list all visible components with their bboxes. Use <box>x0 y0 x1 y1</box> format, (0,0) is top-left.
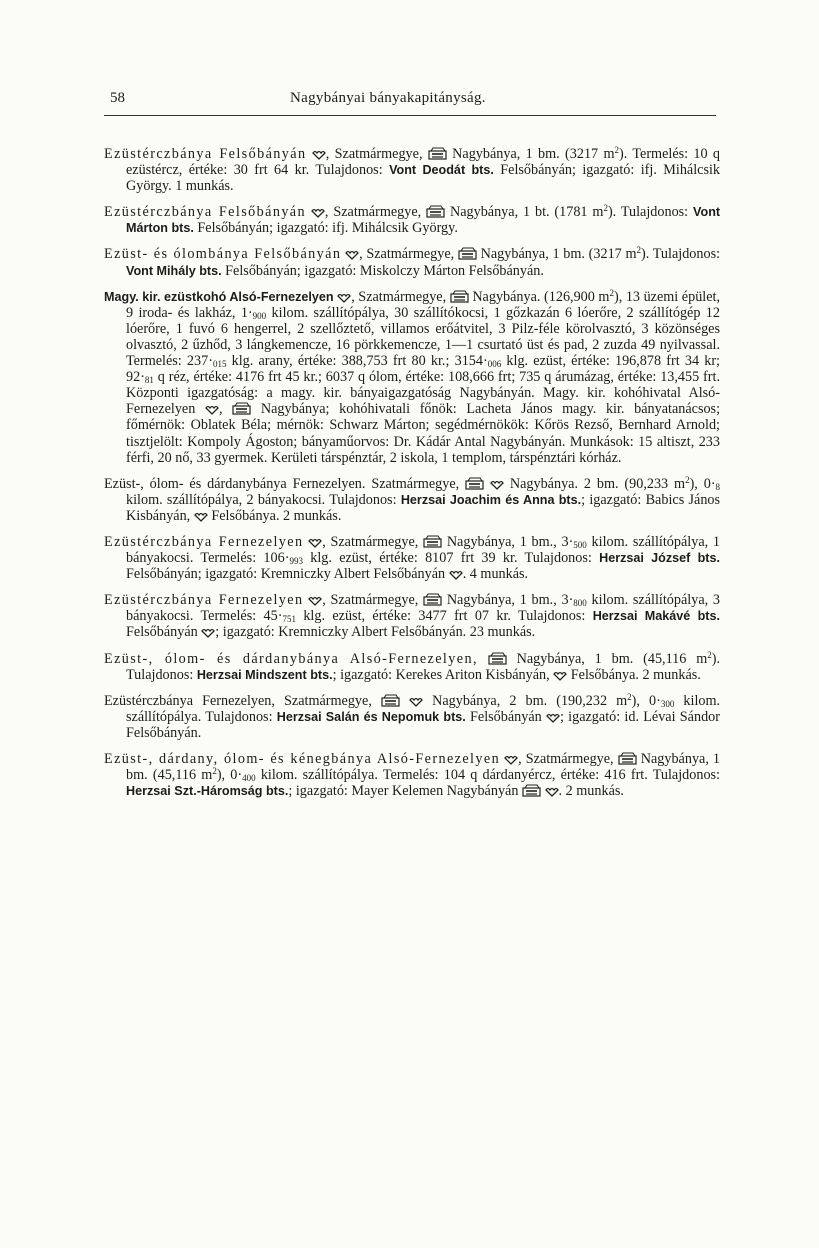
mail-bag-icon <box>311 208 325 218</box>
superscript: 2 <box>212 766 217 777</box>
entry-text: Nagybánya, 1 bt. (1781 m <box>449 204 604 221</box>
mail-bag-icon <box>553 671 567 681</box>
entry-text: ). Tulajdonos: <box>126 650 721 683</box>
page-header <box>104 90 716 116</box>
mail-bag-icon <box>345 250 359 260</box>
owner-name: Vont Deodát bts. <box>389 163 494 178</box>
entry-text: Nagybánya; kohóhivatali főnök: Lacheta János magy. kir. bányatanácsos; főmérnök: Oblatek Béla; mérnök: Schwarz Márton; segédmérnökök: Kőrös Rezső, Bernhard Arnold; tisztjelölt: Kompoly Ágoston; bányaműorvos: Dr. Kádár Antal Nagybányán. Munkások: 15 altiszt, 233 férfi, 20 nő, 33 gyermek. Kerületi társpénztár, 2 iskola, 1 templom, társpénztári kórház. <box>126 401 721 466</box>
entry-text: Nagybánya, 1 bm. (3217 m <box>452 146 615 162</box>
telegraph-icon <box>232 402 251 415</box>
entry-text: Felsőbánya. 2 munkás. <box>570 666 701 683</box>
entry-text: Felsőbányán <box>470 708 542 725</box>
mine-entry <box>104 751 720 799</box>
mail-bag-icon <box>504 755 518 765</box>
entry-text: ; igazgató: Babics János Kisbányán, <box>126 491 721 524</box>
entry-text: klg. arany, értéke: 388,753 frt 80 kr.; 3154· <box>231 353 488 370</box>
entry-text: kilom. szállítópálya, 2 bányakocsi. Tulajdonos: <box>126 491 397 508</box>
telegraph-icon <box>465 477 484 490</box>
subscript: 006 <box>487 359 502 370</box>
entry-text: ), 0· <box>216 767 243 784</box>
superscript: 2 <box>603 203 608 214</box>
mine-entry <box>104 476 720 524</box>
entry-text: Nagybánya, 1 bm., 3· <box>446 533 574 550</box>
owner-name: Herzsai Mindszent bts. <box>196 667 333 682</box>
entry-title: Ezüstérczbánya Fernezelyen <box>104 592 304 609</box>
entry-text: Nagybánya. 2 bm. (90,233 m <box>509 475 686 492</box>
entry-title: Ezüst-, ólom- és dárdanybánya Fernezelyen. Szatmármegye, <box>104 475 460 492</box>
header-rule <box>104 115 716 116</box>
entry-text: kilom. szállítópálya. Termelés: 104 q dárdanyércz, értéke: 416 frt. Tulajdonos: <box>260 767 720 784</box>
mine-entry <box>104 534 720 582</box>
subscript: 800 <box>573 598 587 609</box>
mail-bag-icon <box>337 293 351 303</box>
entry-text: Felsőbányán; igazgató: Miskolczy Márton Felsőbányán. <box>225 262 544 279</box>
superscript: 2 <box>614 145 620 155</box>
entry-text: Nagybánya, 1 bm. (3217 m <box>480 246 637 263</box>
entry-text: Felsőbányán; igazgató: ifj. Mihálcsik György. <box>197 220 458 237</box>
entry-text: kilom. szállítópálya, 3 bányakocsi. Termelés: 45· <box>126 592 720 625</box>
entry-text: ). Tulajdonos: <box>641 246 721 263</box>
telegraph-icon <box>618 752 637 765</box>
entry-text: . 4 munkás. <box>462 566 529 583</box>
entry-text: ). Termelés: 10 q ezüstércz, értéke: 30 frt 64 kr. Tulajdonos: <box>126 146 721 179</box>
subscript: 300 <box>660 698 675 709</box>
entry-text: Nagybánya, 2 bm. (190,232 m <box>432 692 628 709</box>
page-number: 58 <box>110 90 125 106</box>
telegraph-icon <box>458 247 477 260</box>
running-title: Nagybányai bányakapitányság. <box>290 90 486 106</box>
entry-text: kilom. szállítópálya, 30 szállítókocsi, 1 gőzkazán 6 lóerőre, 2 szállítógép 12 lóerőre, 1 fuvó 6 hengerrel, 2 szellőztető, villamos erőátvitel, 3 Pilz-féle körolvasztó, 3 közönséges olvasztó, 2 űzhőd, 3 lángkemencze, 16 pörkkemencze, 1—1 csurtató üst és pad, 2 zuzda 49 nyilvassal. Termelés: 237· <box>126 304 720 370</box>
owner-name: Vont Márton bts. <box>126 205 721 236</box>
telegraph-icon <box>423 593 442 606</box>
telegraph-icon <box>522 784 541 797</box>
entry-text: Nagybánya. (126,900 m <box>472 288 610 305</box>
entry-text: ; igazgató: id. Lévai Sándor Felsőbányán. <box>126 708 720 741</box>
telegraph-icon <box>423 535 442 548</box>
subscript: 751 <box>282 614 296 625</box>
entry-text: klg. ezüst, értéke: 196,878 frt 34 kr; 92· <box>126 353 721 386</box>
telegraph-icon <box>426 205 445 218</box>
superscript: 2 <box>636 245 642 256</box>
superscript: 2 <box>685 474 690 485</box>
entry-text: ; igazgató: Mayer Kelemen Nagybányán <box>288 783 519 800</box>
entry-text: Felsőbányán; igazgató: Kremniczky Albert Felsőbányán <box>126 566 446 583</box>
entry-text: Felsőbányán; igazgató: ifj. Mihálcsik György. 1 munkás. <box>126 162 721 195</box>
entry-text: Felsőbánya. 2 munkás. <box>211 507 342 524</box>
mail-bag-icon <box>308 538 322 548</box>
entry-text: ). Tulajdonos: <box>607 204 689 221</box>
entry-title: Ezüstérczbánya Fernezelyen <box>104 533 304 550</box>
entry-text: Felsőbányán <box>126 624 198 641</box>
entry-title: Ezüst-, dárdany, ólom- és kénegbánya Alsó-Fernezelyen <box>104 751 501 767</box>
entry-text: , Szatmármegye, <box>324 204 422 221</box>
owner-name: Herzsai Salán és Nepomuk bts. <box>276 709 466 724</box>
telegraph-icon <box>488 652 507 665</box>
owner-name: Herzsai Makávé bts. <box>592 609 721 624</box>
page-body <box>104 146 720 809</box>
entry-title: Ezüst- és ólombánya Felsőbányán <box>104 246 342 263</box>
mine-entry <box>104 146 720 194</box>
entry-text: , Szatmármegye, <box>322 592 419 609</box>
entry-text: kilom. szállítópálya. Tulajdonos: <box>126 692 721 725</box>
mail-bag-icon <box>545 787 559 797</box>
subscript: 500 <box>573 539 587 550</box>
mail-bag-icon <box>201 628 215 638</box>
owner-name: Herzsai Szt.-Háromság bts. <box>126 784 289 799</box>
entry-text: , Szatmármegye, <box>351 288 447 305</box>
entry-text: klg. ezüst, értéke: 3477 frt 07 kr. Tulajdonos: <box>303 608 586 625</box>
entry-text: ), 0· <box>631 692 661 709</box>
mail-bag-icon <box>308 596 322 606</box>
entry-title: Ezüst-, ólom- és dárdanybánya Alsó-Fernezelyen, <box>104 650 478 667</box>
owner-name: Vont Mihály bts. <box>126 263 222 278</box>
mine-entry <box>104 289 720 466</box>
mail-bag-icon <box>546 713 560 723</box>
mine-entry <box>104 592 720 640</box>
subscript: 8 <box>715 481 721 492</box>
entry-text: kilom. szállítópálya, 1 bányakocsi. Termelés: 106· <box>126 533 720 567</box>
entry-title: Magy. kir. ezüstkohó Alsó-Fernezelyen <box>104 289 334 304</box>
entry-text: . 2 munkás. <box>558 783 624 800</box>
superscript: 2 <box>707 649 712 660</box>
owner-name: Herzsai József bts. <box>599 551 720 566</box>
mine-entry <box>104 204 720 236</box>
entry-title: Ezüstérczbánya Felsőbányán <box>104 204 307 221</box>
entry-text: ; igazgató: Kerekes Ariton Kisbányán, <box>332 666 550 683</box>
mine-entry <box>104 651 720 683</box>
entry-text: q réz, értéke: 4176 frt 45 kr.; 6037 q ólom, értéke: 108,666 frt; 735 q árumázag, értéke: 13,455 frt. Központi igazgatóság: a magy. kir. bányaigazgatóság Nagybányán. Magy. kir. kohóhivatal Alsó-Fernezelyen <box>126 369 720 418</box>
subscript: 993 <box>289 556 303 567</box>
mine-entry <box>104 246 720 278</box>
entry-text: Nagybánya, 1 bm. (45,116 m <box>516 650 708 667</box>
telegraph-icon <box>450 290 469 303</box>
mail-bag-icon <box>194 512 208 522</box>
entry-text: ; igazgató: Kremniczky Albert Felsőbányán. 23 munkás. <box>215 624 536 641</box>
entry-text: , Szatmármegye, <box>518 751 614 767</box>
entry-text: , Szatmármegye, <box>325 146 423 162</box>
entry-text: klg. ezüst, értéke: 8107 frt 39 kr. Tulajdonos: <box>310 550 592 567</box>
superscript: 2 <box>609 287 614 298</box>
entry-text: , Szatmármegye, <box>322 533 419 550</box>
entry-text: ), 0· <box>689 475 716 492</box>
entry-text: ), 13 üzemi épület, 9 iroda- és lakház, 1· <box>126 288 721 321</box>
subscript: 400 <box>242 773 256 784</box>
mail-bag-icon <box>449 570 463 580</box>
subscript: 81 <box>144 375 154 386</box>
mail-bag-icon <box>490 480 504 490</box>
subscript: 015 <box>212 359 227 370</box>
entry-title: Ezüstérczbánya Felsőbányán <box>104 146 307 162</box>
entry-text: , Szatmármegye, <box>359 246 455 263</box>
entry-text: Nagybánya, 1 bm. (45,116 m <box>126 751 721 784</box>
mail-bag-icon <box>205 405 219 415</box>
owner-name: Herzsai Joachim és Anna bts. <box>400 492 582 507</box>
telegraph-icon <box>381 694 400 707</box>
subscript: 900 <box>252 310 267 321</box>
superscript: 2 <box>627 691 632 702</box>
entry-text: Nagybánya, 1 bm., 3· <box>446 592 574 609</box>
telegraph-icon <box>428 147 447 160</box>
entry-title: Ezüstérczbánya Fernezelyen, Szatmármegye, <box>104 692 372 709</box>
mail-bag-icon <box>409 697 423 707</box>
mail-bag-icon <box>312 150 326 160</box>
entry-text: , <box>219 401 223 418</box>
mine-entry <box>104 693 720 741</box>
